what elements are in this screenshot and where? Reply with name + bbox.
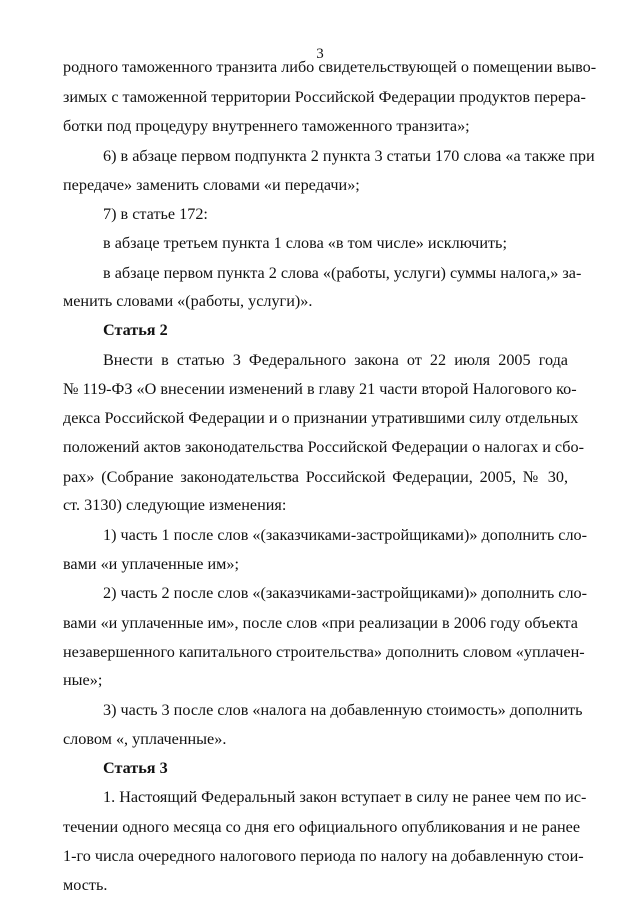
text-line: ные»;: [63, 671, 103, 689]
text-line: 6) в абзаце первом подпункта 2 пункта 3 статьи 170 слова «а также при: [103, 147, 595, 165]
text-line: вами «и уплаченные им»;: [63, 555, 239, 573]
text-line: 3) часть 3 после слов «налога на добавленную стоимость» дополнить: [103, 701, 583, 719]
text-line: словом «, уплаченные».: [63, 730, 227, 748]
text-line: 1) часть 1 после слов «(заказчиками-застройщиками)» дополнить сло-: [103, 526, 588, 544]
text-line: ботки под процедуру внутреннего таможенного транзита»;: [63, 117, 470, 135]
page-number: 3: [316, 46, 324, 62]
text-line: родного таможенного транзита либо свидетельствующей о помещении выво-: [63, 58, 597, 76]
text-line: вами «и уплаченные им», после слов «при реализации в 2006 году объекта: [63, 614, 578, 632]
article-heading: Статья 3: [103, 759, 168, 777]
text-line: в абзаце третьем пункта 1 слова «в том числе» исключить;: [103, 234, 507, 252]
text-line: незавершенного капитального строительства» дополнить словом «уплачен-: [63, 643, 585, 661]
text-line: менить словами «(работы, услуги)».: [63, 292, 313, 310]
article-heading: Статья 2: [103, 321, 168, 339]
text-line: положений актов законодательства Российской Федерации о налогах и сбо-: [63, 438, 585, 456]
text-line: декса Российской Федерации и о признании утратившими силу отдельных: [63, 409, 579, 427]
text-line: в абзаце первом пункта 2 слова «(работы, услуги) суммы налога,» за-: [103, 264, 582, 282]
text-line: Внести в статью 3 Федерального закона от 22 июля 2005 года: [103, 351, 568, 369]
text-line: 2) часть 2 после слов «(заказчиками-застройщиками)» дополнить сло-: [103, 584, 588, 602]
text-line: рах» (Собрание законодательства Российской Федерации, 2005, № 30,: [63, 468, 568, 486]
text-line: № 119-ФЗ «О внесении изменений в главу 21 части второй Налогового ко-: [63, 380, 577, 398]
text-line: течении одного месяца со дня его официального опубликования и не ранее: [63, 818, 581, 836]
text-line: 7) в статье 172:: [103, 205, 208, 223]
text-line: передаче» заменить словами «и передачи»;: [63, 176, 360, 194]
text-line: 1. Настоящий Федеральный закон вступает в силу не ранее чем по ис-: [103, 788, 587, 806]
text-line: зимых с таможенной территории Российской Федерации продуктов перера-: [63, 88, 586, 106]
text-line: ст. 3130) следующие изменения:: [63, 496, 287, 514]
text-line: мость.: [63, 876, 108, 894]
text-line: 1-го числа очередного налогового периода по налогу на добавленную стои-: [63, 847, 584, 865]
